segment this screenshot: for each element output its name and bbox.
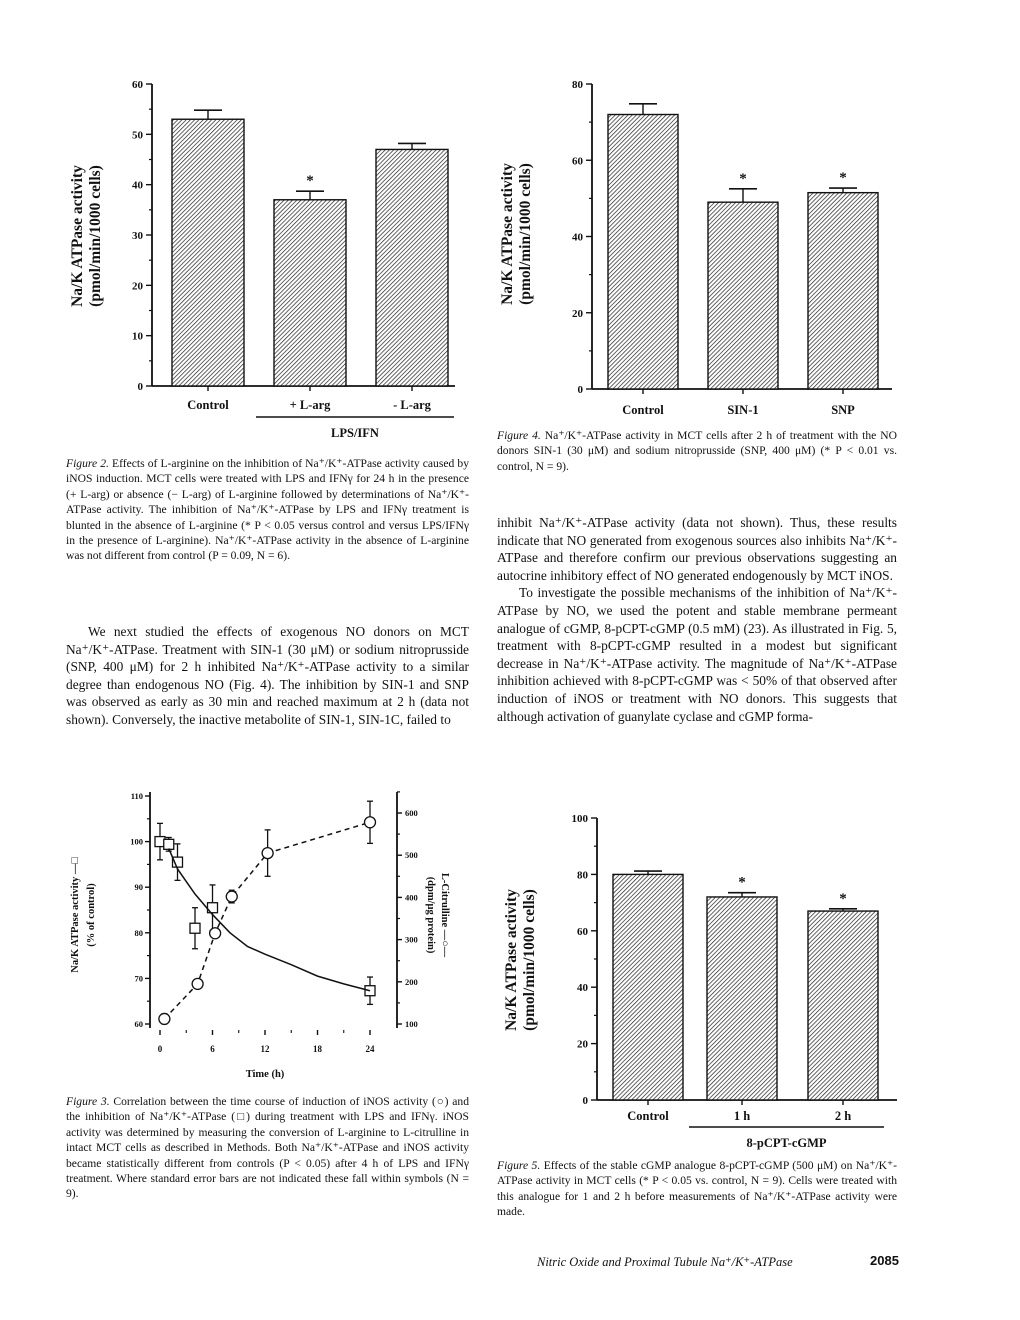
fig5-category-label: 2 h <box>834 1109 852 1123</box>
fig4-bar-1 <box>708 202 778 389</box>
fig3-y2-tick-label: 200 <box>405 976 418 987</box>
fig5-y-tick-label: 100 <box>571 813 588 825</box>
fig5-y-label-line1: Na/K ATPase activity <box>503 889 520 1031</box>
fig4-significance-marker: * <box>839 170 847 187</box>
fig2-y-label-line2: (pmol/min/1000 cells) <box>87 165 104 307</box>
fig2-y-tick-label: 50 <box>132 129 143 142</box>
fig3-y-tick-label: 110 <box>130 791 143 801</box>
fig4-y-tick-label: 20 <box>572 307 583 320</box>
fig3-y2-label-line1: L-Citrulline —○— <box>439 872 450 958</box>
fig3-x-tick-label: 6 <box>210 1044 215 1054</box>
fig3-y2-label-line2: (dpm/μg protein) <box>425 876 436 954</box>
fig5-y-tick-label: 0 <box>582 1095 588 1107</box>
caption-label: Figure 2. <box>66 457 109 470</box>
fig3-y-tick-label: 80 <box>134 927 143 938</box>
fig3-y-tick-label: 60 <box>134 1019 143 1029</box>
fig4-significance-marker: * <box>739 170 747 187</box>
fig3-y2-tick-label: 600 <box>405 808 418 818</box>
paragraph: To investigate the possible mechanisms of the inhibition of Na⁺/K⁺-ATPase by NO, we used the potent and stable membrane permeant analogue of cGMP, 8-pCPT-cGMP (0.5 mM) (23). As illustrated in Fig. 5, treatment with 8-pCPT-cGMP resulted in a modest but significant decrease in Na⁺/K⁺-ATPase activity. The magnitude of Na⁺/K⁺-ATPase inhibition achieved with 8-pCPT-cGMP was < 50% of that observed after induction of iNOS or treatment with NO donors. This suggests that although activation of guanylate cyclase and cGMP forma- <box>497 585 897 724</box>
fig3-y2-tick-label: 100 <box>405 1019 418 1029</box>
fig2-category-label: - L-arg <box>393 398 431 412</box>
fig5-bar-0 <box>613 874 683 1100</box>
fig3-y2-tick-label: 500 <box>405 850 418 861</box>
fig3-series-line-2 <box>169 848 370 990</box>
fig2-bar-0 <box>172 119 244 386</box>
fig3-circle-point <box>192 978 203 989</box>
fig4-bar-2 <box>808 193 878 389</box>
fig3-x-tick-label: 0 <box>157 1044 163 1054</box>
fig4-bar-0 <box>608 115 678 390</box>
fig2-y-tick-label: 40 <box>132 179 143 192</box>
page-number: 2085 <box>870 1253 899 1268</box>
fig5-y-tick-label: 40 <box>577 982 588 995</box>
fig4-category-label: Control <box>622 403 664 417</box>
fig3-circle-point <box>365 817 376 828</box>
fig4-y-tick-label: 40 <box>572 231 583 244</box>
fig3-circle-point <box>226 891 237 902</box>
fig4-category-label: SIN-1 <box>727 403 759 417</box>
fig2-category-label: + L-arg <box>289 398 331 412</box>
figure5-caption <box>497 1158 897 1220</box>
fig4-y-tick-label: 60 <box>572 155 583 168</box>
fig5-significance-marker: * <box>839 890 847 907</box>
fig2-y-tick-label: 10 <box>132 330 143 343</box>
paragraph: We next studied the effects of exogenous NO donors on MCT Na⁺/K⁺-ATPase. Treatment with SIN-1 (30 μM) or sodium nitroprusside (SNP, 400 μM) for 2 h inhibited Na⁺/K⁺-ATPase activity to a similar degree than endogenous NO (Fig. 4). The inhibition by SIN-1 and SNP was observed as early as 30 min and reached maximum at 2 h (data not shown). Conversely, the inactive metabolite of SIN-1, SIN-1C, failed to <box>66 624 469 727</box>
fig2-y-tick-label: 30 <box>132 230 143 242</box>
fig3-x-label: Time (h) <box>245 1069 285 1080</box>
fig3-y-tick-label: 90 <box>134 882 143 893</box>
fig4-y-label-line2: (pmol/min/1000 cells) <box>517 163 534 305</box>
fig5-y-tick-label: 60 <box>577 925 588 938</box>
fig4-y-tick-label: 0 <box>577 384 583 396</box>
fig4-y-label-line1: Na/K ATPase activity <box>499 163 516 305</box>
fig5-y-tick-label: 80 <box>577 869 588 882</box>
fig5-bar-1 <box>707 897 777 1100</box>
fig2-group-label: LPS/IFN <box>331 426 379 440</box>
fig5-significance-marker: * <box>738 874 746 891</box>
fig3-y2-tick-label: 400 <box>405 892 418 903</box>
caption-text: Effects of the stable cGMP analogue 8-pCPT-cGMP (500 μM) on Na⁺/K⁺-ATPase activity in MCT cells (* P < 0.05 vs. control, N = 9). Cells were treated with this analogue for 1 and 2 h before measurements of Na⁺/K⁺-ATPase activity were made. <box>497 1159 898 1219</box>
fig3-square-point <box>190 923 200 933</box>
fig3-y-label-line1: Na/K ATPase activity —□ <box>70 857 81 973</box>
fig3-x-tick-label: 12 <box>260 1044 270 1054</box>
fig3-y-tick-label: 100 <box>130 836 143 847</box>
fig2-y-tick-label: 0 <box>137 381 143 393</box>
caption-text: Correlation between the time course of induction of iNOS activity (○) and the inhibition of Na⁺/K⁺-ATPase (□) during treatment with LPS and IFNγ. iNOS activity was determined by measuring the conversion of L-arginine to L-citrulline in intact MCT cells as described in Methods. Both Na⁺/K⁺-ATPase and iNOS activity became statistically different from controls (P < 0.05) after 4 h of LPS and IFNγ treatment. Where standard error bars are not indicated these fall within symbols (N = 9). <box>66 1095 469 1201</box>
fig5-y-tick-label: 20 <box>577 1038 588 1051</box>
fig3-y-label-line2: (% of control) <box>86 883 97 947</box>
fig3-x-tick-label: 18 <box>313 1044 322 1054</box>
fig5-category-label: Control <box>627 1109 669 1123</box>
fig3-y-tick-label: 70 <box>134 973 143 984</box>
fig5-group-label: 8-pCPT-cGMP <box>746 1136 827 1150</box>
fig3-circle-point <box>159 1013 170 1024</box>
fig5-bar-2 <box>808 911 878 1100</box>
fig2-y-tick-label: 20 <box>132 280 143 293</box>
fig3-circle-point <box>210 928 221 939</box>
fig4-category-label: SNP <box>831 403 855 417</box>
figure4-caption <box>497 428 897 474</box>
fig4-y-tick-label: 80 <box>572 79 583 91</box>
fig5-y-label-line2: (pmol/min/1000 cells) <box>521 889 538 1031</box>
caption-text: Effects of L-arginine on the inhibition of Na⁺/K⁺-ATPase activity caused by iNOS induction. MCT cells were treated with LPS and IFNγ for 24 h in the presence (+ L-arg) or absence (− L-arg) of L-arginine followed by determinations of Na⁺/K⁺-ATPase activity. The inhibition of Na⁺/K⁺-ATPase by LPS and IFNγ treatment is blunted in the absence of L-arginine (* P < 0.05 versus control and versus LPS/IFNγ in the presence of L-arginine). Na⁺/K⁺-ATPase activity in the absence of L-arginine was not different from control (P = 0.09, N = 6). <box>66 457 469 563</box>
fig3-square-point <box>164 839 174 849</box>
fig2-y-tick-label: 60 <box>132 79 143 91</box>
caption-label: Figure 3. <box>66 1095 110 1108</box>
figure2-caption <box>66 456 469 564</box>
paragraph: inhibit Na⁺/K⁺-ATPase activity (data not shown). Thus, these results indicate that NO generated from exogenous sources also inhibits Na⁺/K⁺-ATPase and therefore confirm our previous observations suggesting an autocrine inhibitory effect of NO generated endogenously by MCT iNOS. <box>497 515 897 583</box>
figure3-caption <box>66 1094 469 1202</box>
caption-label: Figure 5. <box>497 1159 541 1172</box>
fig2-category-label: Control <box>187 398 229 412</box>
fig3-x-tick-label: 24 <box>365 1044 375 1054</box>
fig2-significance-marker: * <box>306 173 314 190</box>
caption-text: Na⁺/K⁺-ATPase activity in MCT cells after 2 h of treatment with the NO donors SIN-1 (30 μM) and sodium nitroprusside (SNP, 400 μM) (* P < 0.01 vs. control, N = 9). <box>497 429 898 473</box>
right-column-text <box>497 514 897 725</box>
caption-label: Figure 4. <box>497 429 541 442</box>
fig2-bar-1 <box>274 200 346 386</box>
fig5-category-label: 1 h <box>733 1109 751 1123</box>
fig3-y2-tick-label: 300 <box>405 934 418 945</box>
fig2-bar-2 <box>376 149 448 386</box>
fig3-circle-point <box>262 848 273 859</box>
running-title: Nitric Oxide and Proximal Tubule Na⁺/K⁺-ATPase <box>537 1255 793 1269</box>
left-column-text <box>66 623 469 729</box>
fig2-y-label-line1: Na/K ATPase activity <box>69 165 86 307</box>
